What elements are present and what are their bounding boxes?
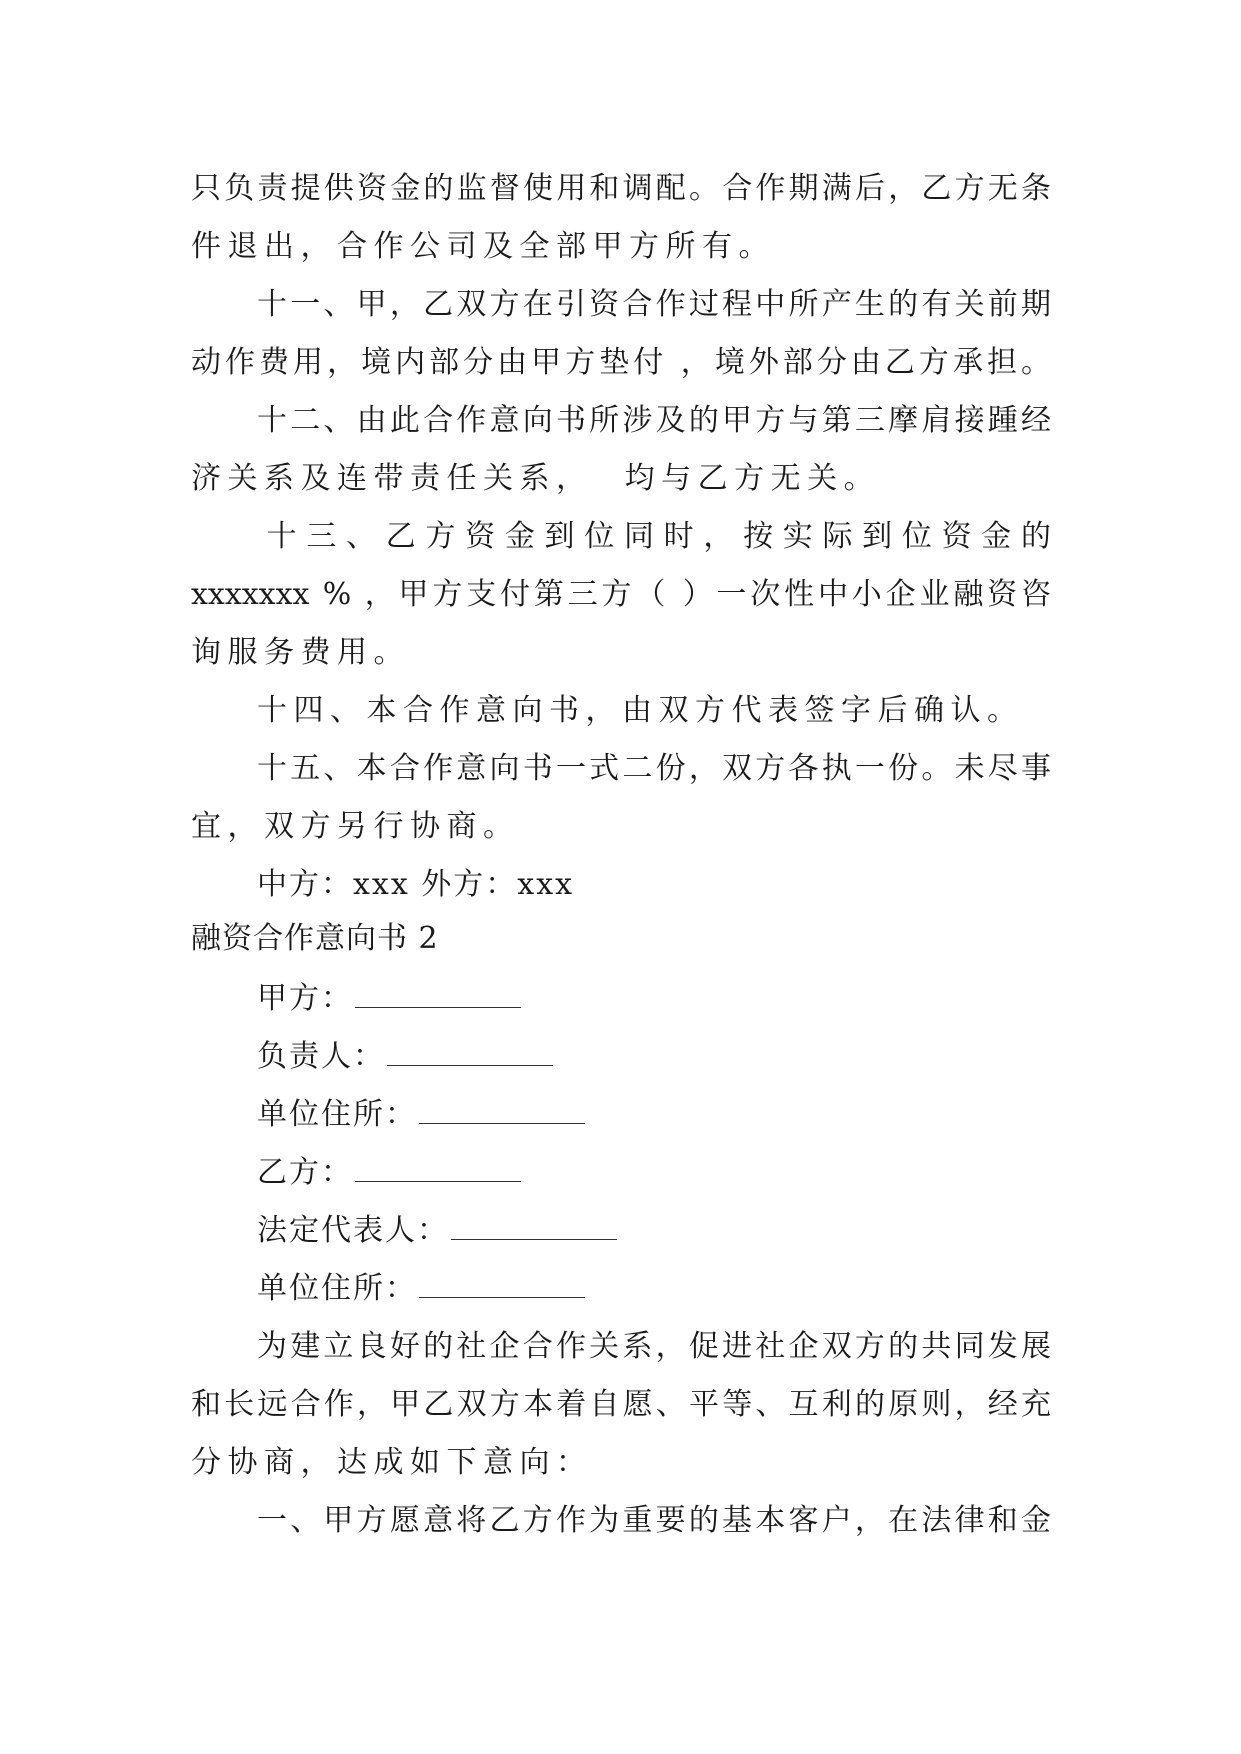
clause-13-line-3: 询服务费用。 [191, 635, 410, 670]
blank-party-b [355, 1159, 521, 1182]
clause-10-line-1: 只负责提供资金的监督使用和调配。合作期满后，乙方无条 [191, 171, 1051, 206]
clause-11-line-2: 动作费用，境内部分由甲方垫付 ，境外部分由乙方承担。 [191, 345, 1051, 380]
blank-person-in-charge [387, 1043, 553, 1066]
intro-line-2: 和长远合作，甲乙双方本着自愿、平等、互利的原则，经充 [191, 1387, 1051, 1422]
field-legal-rep [191, 1202, 1051, 1260]
field-label: 单位住所： [257, 1271, 417, 1306]
blank-legal-rep [451, 1217, 617, 1240]
section-title: 融资合作意向书 2 [191, 921, 439, 956]
clause-13-line-1: 十 三 、 乙 方 资 金 到 位 同 时 ， 按 实 际 到 位 资 金 的 [257, 519, 1051, 554]
clause-12-line-1: 十二、由此合作意向书所涉及的甲方与第三摩肩接踵经 [257, 403, 1051, 438]
field-address-b [191, 1260, 1051, 1318]
clause-12-line-2: 济关系及连带责任关系， 均与乙方无关。 [191, 461, 881, 496]
document-page [191, 160, 1051, 1550]
intro-line-3: 分协商，达成如下意向： [191, 1445, 593, 1480]
clause-15-line-2: 宜，双方另行协商。 [191, 809, 520, 844]
field-person-in-charge [191, 1028, 1051, 1086]
clause-15-line-1: 十五、本合作意向书一式二份，双方各执一份。未尽事 [257, 751, 1051, 786]
signature-line: 中方：xxx 外方：xxx [257, 867, 575, 902]
clause-10-line-2: 件退出，合作公司及全部甲方所有。 [191, 229, 775, 264]
clause-14: 十四、本合作意向书，由双方代表签字后确认。 [257, 693, 1024, 728]
field-label: 单位住所： [257, 1097, 417, 1132]
field-label: 法定代表人： [257, 1213, 449, 1248]
clause-13-line-2: xxxxxxx % ，甲方支付第三方（ ）一次性中小企业融资咨 [191, 577, 1051, 612]
field-party-b [191, 1144, 1051, 1202]
field-label: 甲方： [257, 981, 353, 1016]
intro-line-1: 为建立良好的社企合作关系，促进社企双方的共同发展 [257, 1329, 1051, 1364]
blank-address-b [419, 1275, 585, 1298]
field-label: 负责人： [257, 1039, 385, 1074]
blank-address-a [419, 1101, 585, 1124]
clause-1-line-1: 一、甲方愿意将乙方作为重要的基本客户，在法律和金 [257, 1503, 1051, 1538]
field-address-a [191, 1086, 1051, 1144]
blank-party-a [355, 985, 521, 1008]
field-label: 乙方： [257, 1155, 353, 1190]
field-party-a [191, 970, 1051, 1028]
clause-11-line-1: 十一、甲，乙双方在引资合作过程中所产生的有关前期 [257, 287, 1051, 322]
